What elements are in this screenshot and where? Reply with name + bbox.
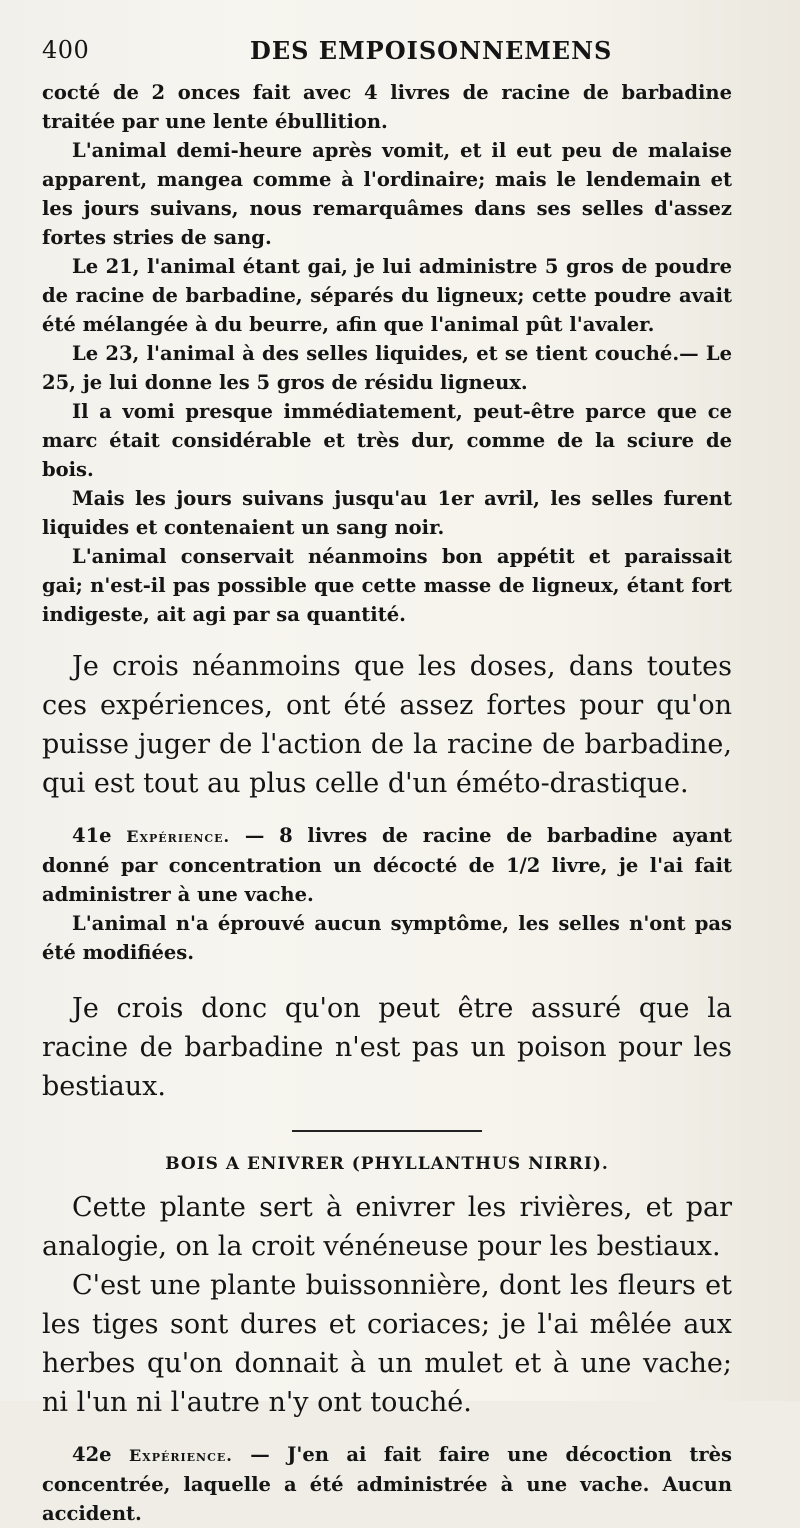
- paragraph: L'animal demi-heure après vomit, et il eut peu de malaise apparent, mangea comme à l'ordinaire; mais le lendemain et les jours suivans, nous remarquâmes dans ses selles d'assez fortes stries de sang.: [42, 139, 732, 249]
- paragraph-large: C'est une plante buissonnière, dont les fleurs et les tiges sont dures et coriaces; je l'ai mêlée aux herbes qu'on donnait à un mulet et à une vache; ni l'un ni l'autre n'y ont touché.: [42, 1270, 732, 1418]
- paragraph-large: Je crois donc qu'on peut être assuré que la racine de barbadine n'est pas un poison pour les bestiaux.: [42, 993, 732, 1102]
- experiment-text: — J'en ai fait faire une décoction très concentrée, laquelle a été administrée à une vache. Aucun accident.: [42, 1443, 732, 1525]
- section-rule: [292, 1130, 482, 1132]
- paragraph: L'animal n'a éprouvé aucun symptôme, les selles n'ont pas été modifiées.: [42, 912, 732, 964]
- experiment-label: Expérience.: [128, 1446, 233, 1465]
- paragraph: Le 23, l'animal à des selles liquides, et se tient couché.— Le 25, je lui donne les 5 gros de résidu ligneux.: [42, 342, 732, 394]
- experiment-41: [42, 821, 732, 909]
- paragraph: Le 21, l'animal étant gai, je lui administre 5 gros de poudre de racine de barbadine, séparés du ligneux; cette poudre avait été mélangée à du beurre, afin que l'animal pût l'avaler.: [42, 255, 732, 336]
- experiment-42: [42, 1440, 732, 1528]
- page-body: [42, 78, 732, 1528]
- paragraph: Mais les jours suivans jusqu'au 1er avril, les selles furent liquides et contenaient un sang noir.: [42, 487, 732, 539]
- experiment-label: Expérience.: [126, 827, 231, 846]
- experiment-text: — 8 livres de racine de barbadine ayant donné par concentration un décocté de 1/2 livre, je l'ai fait administrer à une vache.: [42, 824, 733, 906]
- experiment-number: 41e: [72, 824, 112, 847]
- experiment-number: 42e: [72, 1443, 112, 1466]
- paragraph: Il a vomi presque immédiatement, peut-être parce que ce marc était considérable et très dur, comme de la sciure de bois.: [42, 400, 732, 481]
- page-header: [42, 36, 760, 70]
- page-number: 400: [42, 36, 90, 64]
- running-head: DES EMPOISONNEMENS: [250, 36, 613, 65]
- paragraph-large: Cette plante sert à enivrer les rivières, et par analogie, on la croit vénéneuse pour les bestiaux.: [42, 1192, 732, 1262]
- section-heading: BOIS A ENIVRER (PHYLLANTHUS NIRRI).: [165, 1154, 609, 1174]
- paragraph: cocté de 2 onces fait avec 4 livres de racine de barbadine traitée par une lente ébullition.: [42, 81, 732, 133]
- paragraph: L'animal conservait néanmoins bon appétit et paraissait gai; n'est-il pas possible que cette masse de ligneux, étant fort indigeste, ait agi par sa quantité.: [42, 545, 732, 626]
- paragraph-large: Je crois néanmoins que les doses, dans toutes ces expériences, ont été assez fortes pour qu'on puisse juger de l'action de la racine de barbadine, qui est tout au plus celle d'un éméto-drastique.: [42, 651, 732, 799]
